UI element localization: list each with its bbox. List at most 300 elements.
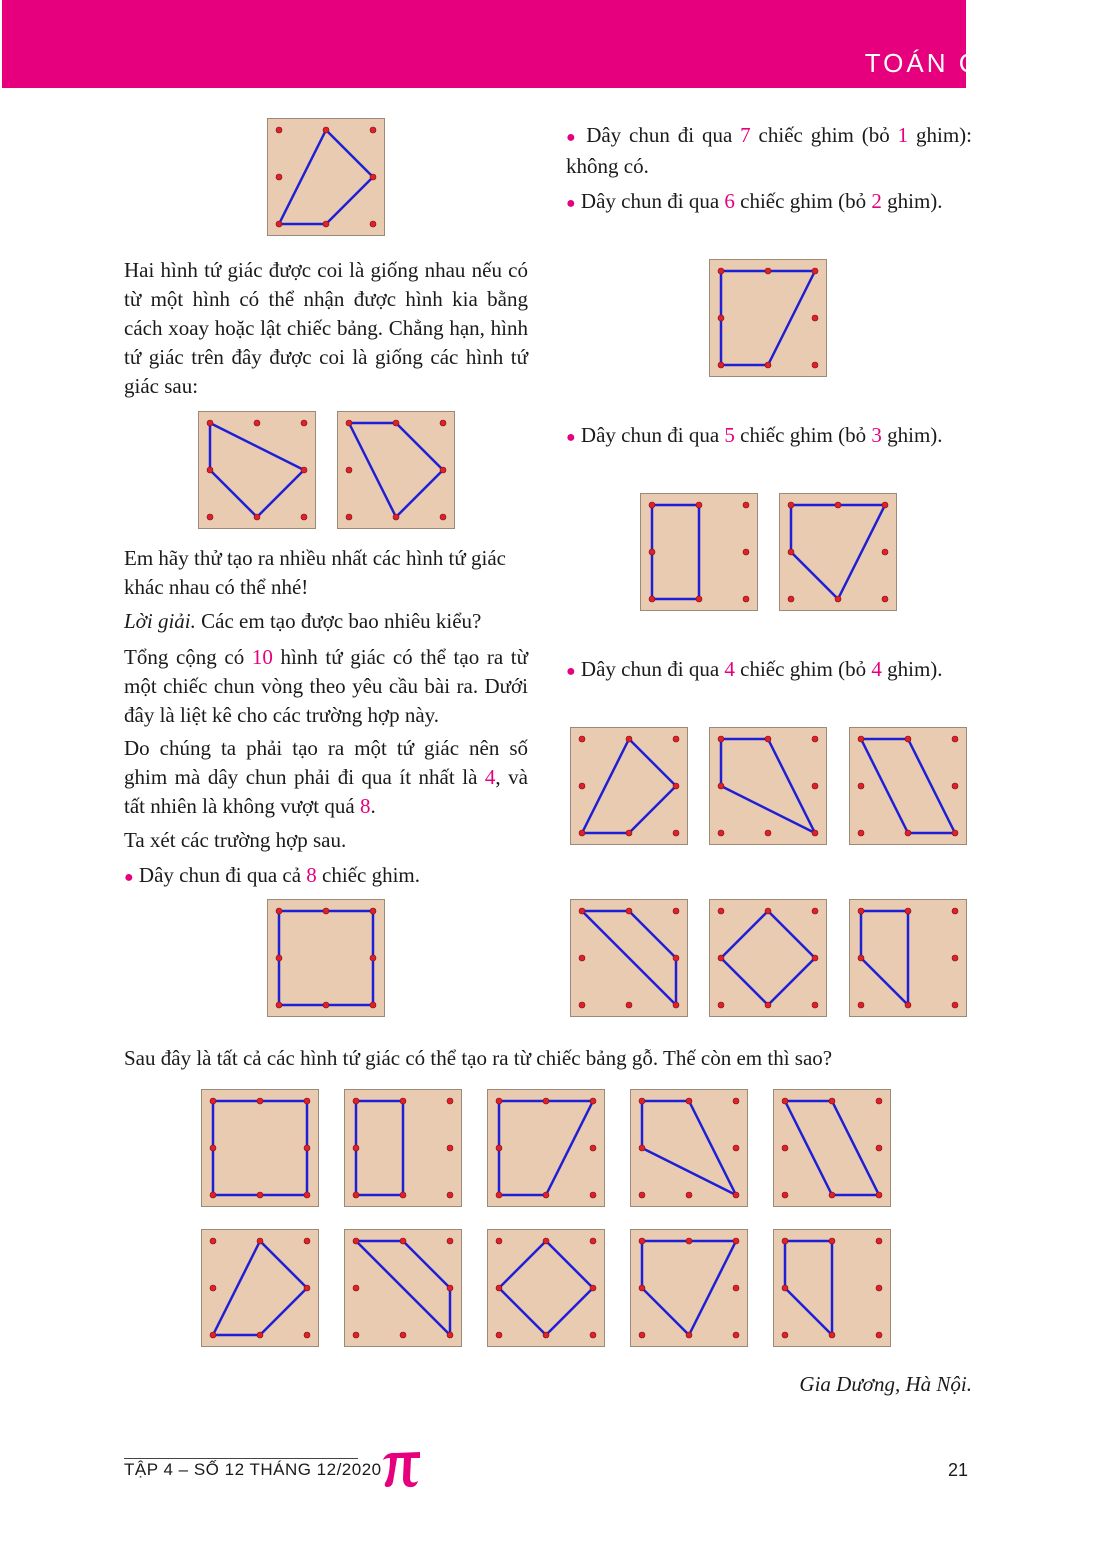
wooden-board (268, 900, 385, 1017)
pin (543, 1098, 549, 1104)
pin (673, 783, 679, 789)
pin (952, 830, 958, 836)
pin (207, 467, 213, 473)
pin (440, 420, 446, 426)
summary-board-5 (773, 1089, 891, 1207)
case6-num2: 2 (871, 189, 882, 213)
pin (210, 1285, 216, 1291)
pin-min: 4 (484, 765, 496, 789)
summary-board-10 (773, 1229, 891, 1347)
pin (393, 420, 399, 426)
case-5-pins (566, 421, 986, 452)
case5-num2: 3 (871, 423, 882, 447)
pin (718, 783, 724, 789)
pin (952, 955, 958, 961)
pin (876, 1238, 882, 1244)
pin (639, 1285, 645, 1291)
pin (304, 1238, 310, 1244)
pin (686, 1332, 692, 1338)
header-bar (2, 0, 966, 88)
pin (733, 1192, 739, 1198)
pin (496, 1285, 502, 1291)
pin (782, 1285, 788, 1291)
solution-label: Lời giải. (124, 609, 196, 633)
pin (733, 1285, 739, 1291)
pin (696, 596, 702, 602)
pin (323, 127, 329, 133)
pin-board-4-pins-a (570, 727, 688, 845)
case-6-pins (566, 187, 986, 218)
pin-board-rotated-2 (337, 411, 455, 529)
pin (743, 502, 749, 508)
pin (718, 830, 724, 836)
pin (782, 1192, 788, 1198)
pin (673, 955, 679, 961)
pin (782, 1098, 788, 1104)
pin (543, 1238, 549, 1244)
pin (301, 467, 307, 473)
case6-text-a: Dây chun đi qua (580, 189, 725, 213)
pin (686, 1238, 692, 1244)
pin (276, 174, 282, 180)
author-credit: Gia Dương, Hà Nội. (799, 1372, 972, 1396)
pin (765, 908, 771, 914)
pin (353, 1098, 359, 1104)
pin (276, 221, 282, 227)
pin (626, 1002, 632, 1008)
pin (496, 1145, 502, 1151)
pin-board-6-pins (709, 259, 827, 377)
pin (276, 127, 282, 133)
pin-board-8-pins (267, 899, 385, 1017)
summary-board-3 (487, 1089, 605, 1207)
case-8-pins (124, 861, 528, 892)
pin (876, 1285, 882, 1291)
pin (673, 908, 679, 914)
pin-board-rotated-1 (198, 411, 316, 529)
pin (858, 736, 864, 742)
wooden-board (571, 728, 688, 845)
pin (673, 1002, 679, 1008)
wooden-board (774, 1090, 891, 1207)
pin (812, 268, 818, 274)
wooden-board (710, 900, 827, 1017)
paragraph-same-shapes-text: Hai hình tứ giác được coi là giống nhau nếu có từ một hình có thể nhận được hình kia bằng cách xoay hoặc lật chiếc bảng. Chẳng hạn, hình tứ giác trên đây được coi là giống các hình tứ giác sau: (124, 258, 528, 398)
pin (858, 955, 864, 961)
pin (718, 736, 724, 742)
pin-max: 8 (359, 794, 371, 818)
pin-board-5-pins-a (640, 493, 758, 611)
pin (905, 830, 911, 836)
pin (323, 908, 329, 914)
pin (543, 1332, 549, 1338)
pin (743, 549, 749, 555)
case4-text-c: ghim). (881, 657, 943, 681)
pin (812, 362, 818, 368)
pin (210, 1332, 216, 1338)
pin (673, 736, 679, 742)
wooden-board (488, 1090, 605, 1207)
pin (905, 1002, 911, 1008)
pin (829, 1192, 835, 1198)
pin (765, 736, 771, 742)
solution-line (124, 607, 534, 636)
pin (370, 1002, 376, 1008)
pin-board-svg (570, 727, 688, 845)
pin-board-svg (779, 493, 897, 611)
pin (718, 1002, 724, 1008)
case7-text-a: Dây chun đi qua (586, 123, 741, 147)
pin (812, 908, 818, 914)
summary-board-8 (487, 1229, 605, 1347)
pin-board-svg (201, 1229, 319, 1347)
pin (400, 1332, 406, 1338)
pin (590, 1285, 596, 1291)
summary-board-2 (344, 1089, 462, 1207)
pin-board-5-pins-b (779, 493, 897, 611)
pin (400, 1238, 406, 1244)
pin (649, 596, 655, 602)
pin-board-svg (570, 899, 688, 1017)
pin (649, 502, 655, 508)
pin (952, 783, 958, 789)
pin-board-4-pins-f (849, 899, 967, 1017)
pin (590, 1145, 596, 1151)
pin (353, 1145, 359, 1151)
case4-text-a: Dây chun đi qua (580, 657, 725, 681)
pin (743, 596, 749, 602)
pin (718, 362, 724, 368)
pin (579, 908, 585, 914)
pin (301, 420, 307, 426)
bullet-icon: ● (566, 663, 576, 680)
case6-num: 6 (724, 189, 735, 213)
wooden-board (710, 260, 827, 377)
pin (400, 1098, 406, 1104)
pin (304, 1145, 310, 1151)
pin (905, 736, 911, 742)
pin (788, 502, 794, 508)
paragraph-pin-count (124, 734, 528, 821)
pin-board-svg (849, 899, 967, 1017)
pin (447, 1238, 453, 1244)
case6-text-c: ghim). (881, 189, 943, 213)
pin (207, 420, 213, 426)
paragraph-try (124, 544, 534, 602)
case5-text-b: chiếc ghim (bỏ (734, 423, 872, 447)
pin (686, 1192, 692, 1198)
wooden-board (202, 1230, 319, 1347)
pin (579, 736, 585, 742)
bullet-icon: ● (124, 869, 134, 886)
case8-text-a: Dây chun đi qua cả (138, 863, 307, 887)
bullet-icon: ● (566, 195, 576, 212)
pin (276, 908, 282, 914)
pin (257, 1098, 263, 1104)
pin (639, 1098, 645, 1104)
pin (882, 549, 888, 555)
pin (496, 1192, 502, 1198)
paragraph-cases-text: Ta xét các trường hợp sau. (124, 828, 347, 852)
case7-text-c: ghim): không có. (566, 123, 972, 178)
pin (626, 908, 632, 914)
pin (590, 1332, 596, 1338)
pin (765, 1002, 771, 1008)
pin (876, 1098, 882, 1104)
pin (590, 1238, 596, 1244)
pin (370, 955, 376, 961)
pin-board-svg (773, 1229, 891, 1347)
pin (301, 514, 307, 520)
pin-board-svg (344, 1089, 462, 1207)
pin (639, 1332, 645, 1338)
pin (590, 1098, 596, 1104)
pin (276, 1002, 282, 1008)
pin (952, 736, 958, 742)
pin (447, 1145, 453, 1151)
pin (835, 502, 841, 508)
pin (649, 549, 655, 555)
pin-board-svg (773, 1089, 891, 1207)
pin (718, 955, 724, 961)
pin (543, 1192, 549, 1198)
pin (696, 502, 702, 508)
pin (812, 830, 818, 836)
wooden-board (780, 494, 897, 611)
pin (323, 1002, 329, 1008)
pin (440, 467, 446, 473)
pin-count-text-c: . (370, 794, 376, 818)
pin (590, 1192, 596, 1198)
pin (210, 1145, 216, 1151)
case5-num: 5 (724, 423, 735, 447)
pin (812, 955, 818, 961)
pin (812, 1002, 818, 1008)
pin (765, 362, 771, 368)
pin (400, 1192, 406, 1198)
pin-board-svg (487, 1089, 605, 1207)
total-text-a: Tổng cộng có (124, 645, 252, 669)
pin-board-4-pins-d (570, 899, 688, 1017)
pin (210, 1192, 216, 1198)
pin-board-svg (267, 899, 385, 1017)
paragraph-total (124, 643, 528, 730)
pin (829, 1098, 835, 1104)
pin (812, 315, 818, 321)
paragraph-try-text: Em hãy thử tạo ra nhiều nhất các hình tứ giác khác nhau có thể nhé! (124, 546, 506, 599)
case4-text-b: chiếc ghim (bỏ (734, 657, 872, 681)
pin (733, 1238, 739, 1244)
pin (304, 1332, 310, 1338)
case7-text-b: chiếc ghim (bỏ (750, 123, 898, 147)
pin (207, 514, 213, 520)
case-7-pins (566, 121, 972, 181)
pin (496, 1332, 502, 1338)
pin (579, 830, 585, 836)
pin (496, 1238, 502, 1244)
pin (882, 502, 888, 508)
pin (346, 467, 352, 473)
pin-board-svg (337, 411, 455, 529)
pin (370, 908, 376, 914)
pin (346, 420, 352, 426)
pin (304, 1098, 310, 1104)
pin (579, 955, 585, 961)
pin-board-svg (709, 899, 827, 1017)
summary-board-1 (201, 1089, 319, 1207)
pin (353, 1238, 359, 1244)
pin (639, 1238, 645, 1244)
pin-board-svg (344, 1229, 462, 1347)
case7-num2: 1 (897, 123, 909, 147)
case8-text-b: chiếc ghim. (316, 863, 420, 887)
case5-text-a: Dây chun đi qua (580, 423, 725, 447)
footer-rule (124, 1458, 358, 1459)
pin (257, 1332, 263, 1338)
pin (353, 1192, 359, 1198)
pin (370, 127, 376, 133)
wooden-board (850, 728, 967, 845)
pin (276, 955, 282, 961)
wooden-board (268, 119, 385, 236)
pin (788, 596, 794, 602)
case4-num2: 4 (871, 657, 882, 681)
pin (876, 1145, 882, 1151)
paragraph-same-shapes (124, 256, 528, 401)
pin (952, 908, 958, 914)
pin-board-svg (198, 411, 316, 529)
pin (353, 1285, 359, 1291)
wooden-board (338, 412, 455, 529)
pin (257, 1192, 263, 1198)
pin (782, 1332, 788, 1338)
pin (626, 830, 632, 836)
pin (686, 1098, 692, 1104)
pin (858, 783, 864, 789)
pin (626, 736, 632, 742)
pin-board-4-pins-c (849, 727, 967, 845)
pin (579, 1002, 585, 1008)
pin-board-4-pins-e (709, 899, 827, 1017)
case6-text-b: chiếc ghim (bỏ (734, 189, 872, 213)
pin (718, 315, 724, 321)
wooden-board (202, 1090, 319, 1207)
pin (782, 1145, 788, 1151)
pin (858, 830, 864, 836)
pin-board-svg (709, 727, 827, 845)
pin (765, 268, 771, 274)
summary-board-4 (630, 1089, 748, 1207)
pin (829, 1238, 835, 1244)
pin (323, 221, 329, 227)
pin-board-svg (630, 1229, 748, 1347)
pin (782, 1238, 788, 1244)
pin (254, 514, 260, 520)
case8-num: 8 (306, 863, 317, 887)
pin-board-svg (630, 1089, 748, 1207)
case4-num: 4 (724, 657, 735, 681)
pin (639, 1192, 645, 1198)
pi-logo-icon (380, 1448, 424, 1490)
pin (346, 514, 352, 520)
pin (788, 549, 794, 555)
pin (876, 1192, 882, 1198)
pin-board-example (267, 118, 385, 236)
pin (210, 1098, 216, 1104)
case5-text-c: ghim). (881, 423, 943, 447)
pin (496, 1098, 502, 1104)
pin (447, 1332, 453, 1338)
pin-board-4-pins-b (709, 727, 827, 845)
pin (639, 1145, 645, 1151)
total-count: 10 (251, 645, 273, 669)
page-number: 21 (948, 1460, 969, 1480)
summary-board-6 (201, 1229, 319, 1347)
pin (210, 1238, 216, 1244)
issue-label: TẬP 4 – SỐ 12 THÁNG 12/2020 (124, 1460, 382, 1479)
pin (733, 1332, 739, 1338)
case7-num: 7 (740, 123, 751, 147)
pin-count-text-a: Do chúng ta phải tạo ra một tứ giác nên số ghim mà dây chun phải đi qua ít nhất là (124, 736, 528, 789)
pin (447, 1285, 453, 1291)
pin-board-svg (201, 1089, 319, 1207)
pin (765, 830, 771, 836)
wooden-board (199, 412, 316, 529)
wooden-board (631, 1230, 748, 1347)
pin (882, 596, 888, 602)
pin (829, 1332, 835, 1338)
pin (370, 221, 376, 227)
pin (447, 1192, 453, 1198)
summary-board-9 (630, 1229, 748, 1347)
bullet-icon: ● (566, 429, 576, 446)
pin (858, 1002, 864, 1008)
total-text-b: hình tứ giác có thể tạo ra từ một chiếc chun vòng theo yêu cầu bài ra. Dưới đây là liệt kê cho các trường hợp này. (124, 645, 528, 727)
pin (353, 1332, 359, 1338)
pin (718, 268, 724, 274)
wooden-board (710, 728, 827, 845)
bullet-icon: ● (566, 129, 579, 146)
pin (812, 783, 818, 789)
pin-board-svg (709, 259, 827, 377)
paragraph-all-shapes-text: Sau đây là tất cả các hình tứ giác có thể tạo ra từ chiếc bảng gỗ. Thế còn em thì sao? (124, 1046, 833, 1070)
pin (257, 1238, 263, 1244)
pin (812, 736, 818, 742)
pin-board-svg (267, 118, 385, 236)
pin-board-svg (849, 727, 967, 845)
pin-board-svg (640, 493, 758, 611)
pin (733, 1098, 739, 1104)
pin (579, 783, 585, 789)
paragraph-cases (124, 826, 528, 855)
pin (370, 174, 376, 180)
wooden-board (631, 1090, 748, 1207)
pin (304, 1285, 310, 1291)
pin (440, 514, 446, 520)
summary-board-7 (344, 1229, 462, 1347)
pin-count-text-b: , và tất nhiên là không vượt quá (124, 765, 528, 818)
pin (835, 596, 841, 602)
pin (447, 1098, 453, 1104)
paragraph-all-shapes (124, 1044, 984, 1073)
solution-question: Các em tạo được bao nhiêu kiểu? (195, 609, 482, 633)
pin (304, 1192, 310, 1198)
pin (858, 908, 864, 914)
pin (254, 420, 260, 426)
pin (718, 908, 724, 914)
case-4-pins (566, 655, 986, 686)
pin (905, 908, 911, 914)
